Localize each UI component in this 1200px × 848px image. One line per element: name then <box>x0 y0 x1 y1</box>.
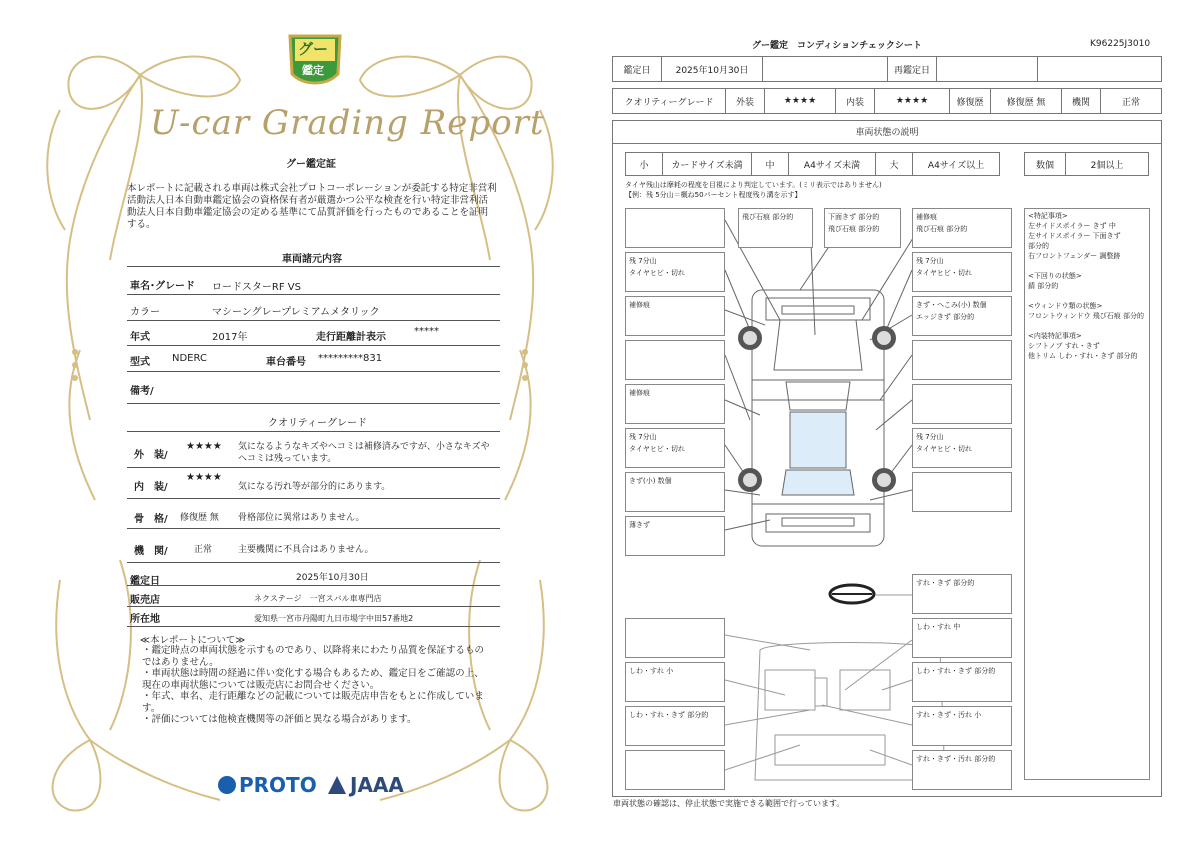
model-value: NDERC <box>172 353 207 364</box>
date-label: 鑑定日 <box>130 576 160 587</box>
annotation-box: 残 7分山 タイヤヒビ・切れ <box>625 428 725 468</box>
interior-stars-cell: ★★★★ <box>874 88 950 114</box>
exterior-text: 気になるようなキズやヘコミは補修済みですが、小さなキズやヘコミは残っています。 <box>238 442 490 464</box>
annotation-box: 残 7分山 タイヤヒビ・切れ <box>625 252 725 292</box>
color-label: カラー <box>130 307 160 318</box>
proto-mark-icon <box>218 776 236 794</box>
annotation-box: 下面きず 部分的 飛び石痕 部分的 <box>824 208 901 248</box>
mileage-value: ***** <box>414 326 439 337</box>
annotation-box <box>625 750 725 790</box>
grade-heading: クオリティーグレード <box>268 418 367 429</box>
interior-label: 内 装/ <box>134 482 168 493</box>
reinspect-value-cell <box>936 56 1038 82</box>
explain-heading: 車両状態の説明 <box>612 120 1162 144</box>
address-value: 愛知県一宮市丹陽町九日市場字中田57番地2 <box>254 614 414 623</box>
annotation-box: 補修痕 飛び石痕 部分的 <box>912 208 1012 248</box>
legend-count-desc: 2個以上 <box>1065 152 1149 176</box>
date-value-cell: 2025年10月30日 <box>661 56 763 82</box>
legend-large-desc: A4サイズ以上 <box>912 152 1000 176</box>
spec-heading: 車両諸元内容 <box>282 254 342 265</box>
legend-small-desc: カードサイズ未満 <box>662 152 752 176</box>
annotation-box: 残 7分山 タイヤヒビ・切れ <box>912 428 1012 468</box>
note-item: ・鑑定時点の車両状態を示すものであり、以降将来にわたり品質を保証するものではありません。 <box>142 645 485 668</box>
grade-label-cell: クオリティーグレード <box>612 88 726 114</box>
frame-label: 骨 格/ <box>134 514 168 525</box>
remarks-label: 備考/ <box>130 386 154 397</box>
legend-small: 小 <box>625 152 663 176</box>
legend-count: 数個 <box>1024 152 1066 176</box>
car-name-value: ロードスターRF VS <box>212 282 301 293</box>
legend-large: 大 <box>875 152 913 176</box>
dealer-label: 販売店 <box>130 595 160 606</box>
annotation-box: 補修痕 <box>625 384 725 424</box>
interior-text: 気になる汚れ等が部分的にあります。 <box>238 482 391 492</box>
engine-label: 機 関/ <box>134 546 168 557</box>
annotation-box: しわ・すれ・きず 部分的 <box>912 662 1012 702</box>
repair-value-cell: 修復歴 無 <box>990 88 1062 114</box>
report-title: U-car Grading Report <box>150 103 545 143</box>
annotation-box: 薄きず <box>625 516 725 556</box>
year-value: 2017年 <box>212 332 248 343</box>
annotation-box: しわ・すれ 中 <box>912 618 1012 658</box>
car-name-label: 車名･グレード <box>130 281 195 292</box>
date-value: 2025年10月30日 <box>296 573 369 583</box>
note-item: ・車両状態は時間の経過に伴い変化する場合もあるため、鑑定日をご確認の上、現在の車両状態については販売店にお問合せください。 <box>142 668 484 691</box>
proto-logo: PROTO <box>218 772 317 798</box>
exterior-stars: ★★★★ <box>186 441 222 452</box>
annotation-box <box>912 472 1012 512</box>
exterior-label: 外 装/ <box>134 450 168 461</box>
sheet-code: K96225J3010 <box>1090 39 1151 49</box>
engine-value-cell: 正常 <box>1100 88 1162 114</box>
jaaa-logo: JAAA <box>328 772 404 798</box>
frame-value: 修復歴 無 <box>180 513 219 523</box>
jaaa-mark-icon <box>328 776 346 794</box>
color-value: マシーングレープレミアムメタリック <box>212 307 380 318</box>
annotation-box: きず(小) 数個 <box>625 472 725 512</box>
engine-value: 正常 <box>194 545 213 555</box>
exterior-stars-cell: ★★★★ <box>764 88 836 114</box>
certificate-intro: 本レポートに記載される車両は株式会社プロトコーポレーションが委託する特定非営利活動法人日本自動車鑑定協会の資格保有者が厳選かつ公平な検査を行い特定非営利活動法人日本自動車鑑定協会の定める基準にて品質評価を行ったものであることを証明する。 <box>127 183 497 230</box>
tire-note-1: タイヤ残山は摩耗の程度を目視により判定しています。(ミリ表示ではありません) <box>625 181 882 189</box>
sheet-title: グー鑑定 コンディションチェックシート <box>752 41 922 51</box>
annotation-box <box>912 340 1012 380</box>
annotation-box <box>625 340 725 380</box>
interior-label-cell: 内装 <box>835 88 875 114</box>
note-item: ・年式、車名、走行距離などの記載については販売店申告をもとに作成しています。 <box>142 691 484 714</box>
address-label: 所在地 <box>130 614 160 625</box>
annotation-box: すれ・きず・汚れ 小 <box>912 706 1012 746</box>
mileage-label: 走行距離計表示 <box>316 332 386 343</box>
dealer-value: ネクステージ 一宮スバル車専門店 <box>254 594 382 603</box>
annotation-box: 補修痕 <box>625 296 725 336</box>
model-label: 型式 <box>130 357 150 368</box>
empty-cell <box>762 56 888 82</box>
annotation-box: 残 7分山 タイヤヒビ・切れ <box>912 252 1012 292</box>
legend-mid-desc: A4サイズ未満 <box>788 152 876 176</box>
chassis-label: 車台番号 <box>266 357 306 368</box>
legend-mid: 中 <box>751 152 789 176</box>
annotation-box <box>912 384 1012 424</box>
annotation-box: すれ・きず・汚れ 部分的 <box>912 750 1012 790</box>
interior-stars: ★★★★ <box>186 472 222 483</box>
engine-text: 主要機関に不具合はありません。 <box>238 545 374 555</box>
date-label-cell: 鑑定日 <box>612 56 662 82</box>
goo-appraisal-logo: グー 鑑定 <box>286 30 344 96</box>
reinspect-label-cell: 再鑑定日 <box>887 56 937 82</box>
year-label: 年式 <box>130 332 150 343</box>
annotation-box <box>625 618 725 658</box>
repair-label-cell: 修復歴 <box>949 88 991 114</box>
frame-text: 骨格部位に異常はありません。 <box>238 513 365 523</box>
annotation-box <box>625 208 725 248</box>
notes-list <box>142 645 490 726</box>
footer-note: 車両状態の確認は、停止状態で実施できる範囲で行っています。 <box>613 799 845 808</box>
annotation-box: 飛び石痕 部分的 <box>738 208 813 248</box>
chassis-value: *********831 <box>318 353 383 364</box>
note-item: ・評価については他検査機関等の評価と異なる場合があります。 <box>142 714 417 725</box>
certificate-subtitle: グー鑑定証 <box>286 159 336 170</box>
tire-note-2: 【例：残 5分山＝概ね50パーセント程度残り溝を示す】 <box>625 191 802 199</box>
annotation-box: しわ・すれ 小 <box>625 662 725 702</box>
special-notes-box: <特記事項> 左サイドスポイラー きず 中 左サイドスポイラー 下面きず 部分的 右フロントフェンダー 調整跡 <下回りの状態> 錆 部分的 <ウィンドウ類の状態> フロントウィンドウ 飛び石痕 部分的 <内装特記事項> シフトノブ すれ・きず 他トリム しわ・すれ・きず 部分的 <box>1024 208 1150 780</box>
annotation-box: きず・へこみ(小) 数個 エッジきず 部分的 <box>912 296 1012 336</box>
annotation-box: すれ・きず 部分的 <box>912 574 1012 614</box>
empty-cell <box>1037 56 1162 82</box>
notes-heading: ≪本レポートについて≫ <box>140 635 246 646</box>
annotation-box: しわ・すれ・きず 部分的 <box>625 706 725 746</box>
exterior-label-cell: 外装 <box>725 88 765 114</box>
engine-label-cell: 機関 <box>1061 88 1101 114</box>
